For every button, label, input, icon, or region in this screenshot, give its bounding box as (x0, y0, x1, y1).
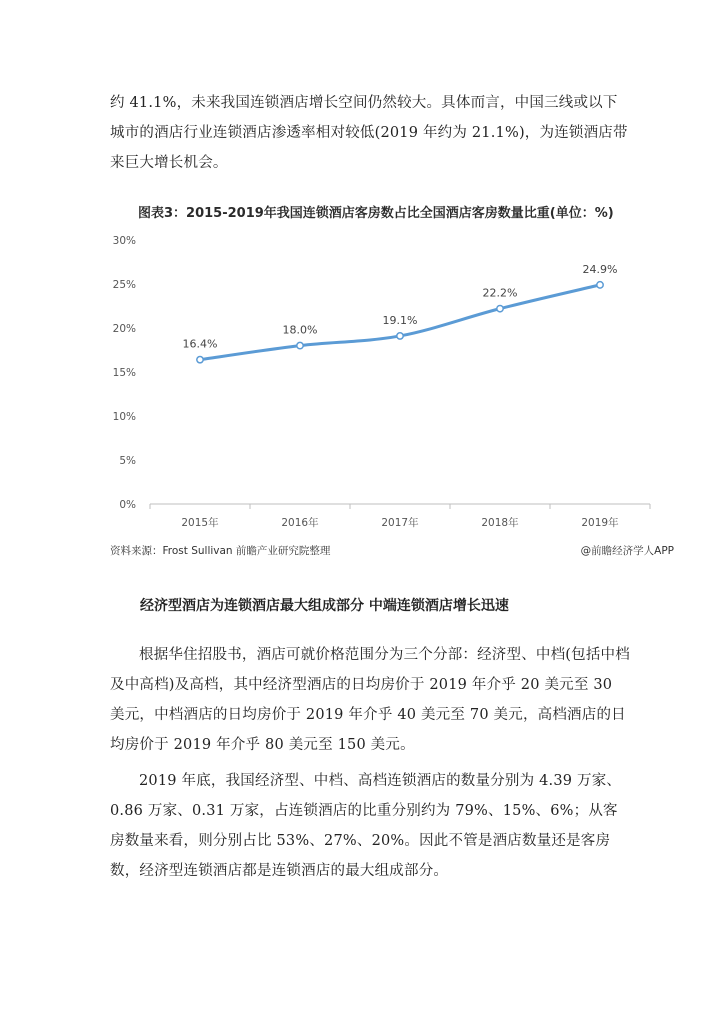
data-label: 22.2% (482, 286, 518, 300)
intro-paragraph: 约 41.1%，未来我国连锁酒店增长空间仍然较大。具体而言，中国三线或以下城市的酒店行业连锁酒店渗透率相对较低(2019 年约为 21.1%)，为连锁酒店带来巨大增长机会。 (110, 95, 628, 171)
data-point (197, 356, 203, 362)
data-point (597, 282, 603, 288)
body-paragraph-1: 根据华住招股书，酒店可就价格范围分为三个分部：经济型、中档(包括中档及中高档)及高档，其中经济型酒店的日均房价于 2019 年介乎 20 美元至 30 美元，中档酒店的日均房价于 2019 年介乎 40 美元至 70 美元，高档酒店的日均房价于 2019 年介乎 80 美元至 150 美元。 (110, 647, 630, 753)
line-chart (100, 225, 660, 540)
y-tick-label: 20% (112, 323, 136, 335)
x-tick-label: 2019年 (581, 517, 619, 529)
figure-title: 图表3：2015-2019年我国连锁酒店客房数占比全国酒店客房数量比重(单位：%) (138, 206, 614, 221)
data-label: 19.1% (382, 313, 418, 327)
data-point (497, 305, 503, 311)
y-tick-label: 25% (112, 279, 136, 291)
x-tick-label: 2016年 (281, 517, 319, 529)
y-tick-label: 10% (112, 411, 136, 423)
data-label: 18.0% (282, 323, 318, 337)
y-tick-label: 30% (112, 235, 136, 247)
y-tick-label: 15% (112, 367, 136, 379)
x-tick-label: 2017年 (381, 517, 419, 529)
section-heading: 经济型酒店为连锁酒店最大组成部分 中端连锁酒店增长迅速 (140, 598, 509, 614)
y-tick-label: 5% (119, 455, 136, 467)
data-point (397, 333, 403, 339)
x-tick-label: 2018年 (481, 517, 519, 529)
body-paragraph-2: 2019 年底，我国经济型、中档、高档连锁酒店的数量分别为 4.39 万家、0.86 万家、0.31 万家，占连锁酒店的比重分别约为 79%、15%、6%；从客房数量来看，则分别占比 53%、27%、20%。因此不管是酒店数量还是客房数，经济型连锁酒店都是连锁酒店的最大组成部分。 (110, 773, 622, 879)
x-tick-label: 2015年 (181, 517, 219, 529)
app-credit: @前瞻经济学人APP (580, 545, 674, 557)
figure-source: 资料来源：Frost Sullivan 前瞻产业研究院整理 (110, 545, 331, 557)
data-label: 24.9% (582, 262, 618, 276)
data-label: 16.4% (182, 337, 218, 351)
data-point (297, 342, 303, 348)
y-tick-label: 0% (119, 499, 136, 511)
